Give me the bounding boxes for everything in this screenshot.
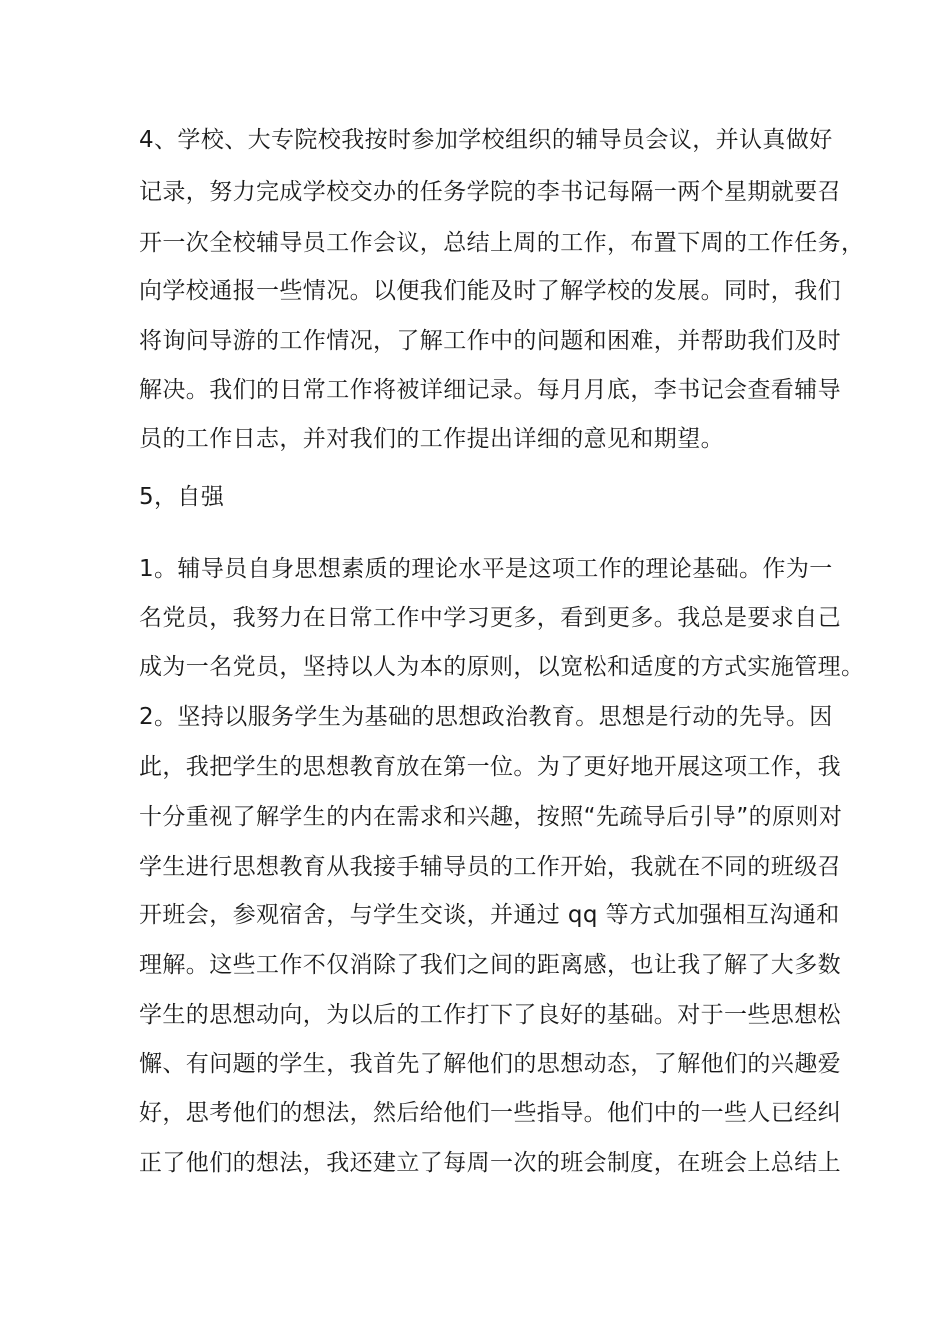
paragraph-4-line: 解决。我们的日常工作将被详细记录。每月月底，李书记会查看辅导	[139, 377, 841, 403]
paragraph-4-line: 向学校通报一些情况。以便我们能及时了解学校的发展。同时，我们	[139, 278, 841, 304]
item-1-line: 名党员，我努力在日常工作中学习更多，看到更多。我总是要求自己	[139, 605, 841, 631]
section-5-heading: 5，自强	[139, 484, 225, 510]
item-1-line: 成为一名党员，坚持以人为本的原则，以宽松和适度的方式实施管理。	[139, 654, 865, 680]
item-2-line: 学生的思想动向，为以后的工作打下了良好的基础。对于一些思想松	[139, 1002, 841, 1028]
item-2-line: 好，思考他们的想法，然后给他们一些指导。他们中的一些人已经纠	[139, 1100, 841, 1126]
item-2-line: 学生进行思想教育从我接手辅导员的工作开始，我就在不同的班级召	[139, 854, 841, 880]
paragraph-4-line: 4、学校、大专院校我按时参加学校组织的辅导员会议，并认真做好	[139, 127, 833, 153]
item-2-line: 此，我把学生的思想教育放在第一位。为了更好地开展这项工作，我	[139, 754, 841, 780]
paragraph-4-line: 将询问导游的工作情况，了解工作中的问题和困难，并帮助我们及时	[139, 328, 841, 354]
item-2-line: 懈、有问题的学生，我首先了解他们的思想动态，了解他们的兴趣爱	[139, 1051, 841, 1077]
item-2-line: 正了他们的想法，我还建立了每周一次的班会制度，在班会上总结上	[139, 1150, 841, 1176]
paragraph-4-line: 开一次全校辅导员工作会议，总结上周的工作，布置下周的工作任务，	[139, 230, 865, 256]
item-2-line: 十分重视了解学生的内在需求和兴趣，按照“先疏导后引导”的原则对	[139, 804, 843, 830]
paragraph-4-line: 记录，努力完成学校交办的任务学院的李书记每隔一两个星期就要召	[139, 179, 841, 205]
item-2-line: 理解。这些工作不仅消除了我们之间的距离感，也让我了解了大多数	[139, 952, 841, 978]
item-2-line: 2。坚持以服务学生为基础的思想政治教育。思想是行动的先导。因	[139, 704, 833, 730]
paragraph-4-line: 员的工作日志，并对我们的工作提出详细的意见和期望。	[139, 426, 724, 452]
item-2-line: 开班会，参观宿舍，与学生交谈，并通过 qq 等方式加强相互沟通和	[139, 902, 840, 928]
item-1-line: 1。辅导员自身思想素质的理论水平是这项工作的理论基础。作为一	[139, 556, 833, 582]
